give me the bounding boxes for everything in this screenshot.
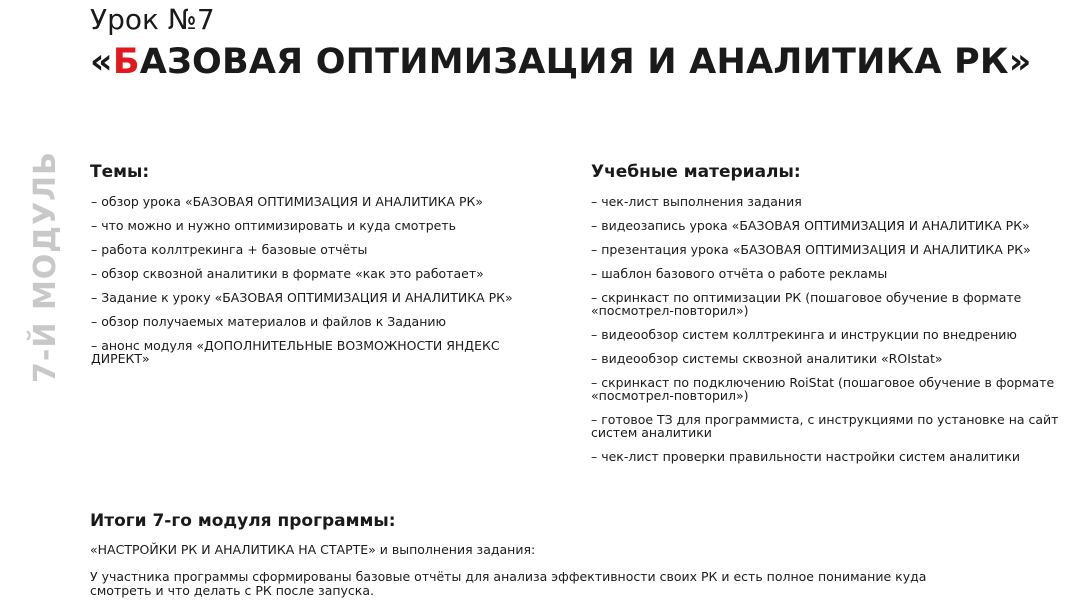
- material-item: – скринкаст по подключению RoiStat (пошаговое обучение в формате «посмотрел-повторил»): [591, 375, 1055, 403]
- results-description: У участника программы сформированы базовые отчёты для анализа эффективности своих РК и есть полное понимание куда смотреть и что делать с РК после запуска.: [90, 569, 927, 598]
- topic-item: – обзор урока «БАЗОВАЯ ОПТИМИЗАЦИЯ И АНАЛИТИКА РК»: [91, 194, 484, 209]
- topic-item: – Задание к уроку «БАЗОВАЯ ОПТИМИЗАЦИЯ И АНАЛИТИКА РК»: [91, 290, 513, 305]
- results-subtitle: «НАСТРОЙКИ РК И АНАЛИТИКА НА СТАРТЕ» и выполнения задания:: [90, 542, 536, 557]
- material-item: – готовое ТЗ для программиста, с инструкциями по установке на сайт систем аналитики: [591, 412, 1059, 440]
- material-item: – чек-лист выполнения задания: [591, 194, 802, 209]
- title-accent-letter: Б: [112, 42, 140, 82]
- title-rest: АЗОВАЯ ОПТИМИЗАЦИЯ И АНАЛИТИКА РК»: [139, 42, 1032, 82]
- material-item: – скринкаст по оптимизации РК (пошаговое обучение в формате «посмотрел-повторил»): [591, 290, 1022, 318]
- topics-heading: Темы:: [90, 162, 150, 182]
- topic-item: – обзор получаемых материалов и файлов к Заданию: [91, 314, 447, 329]
- module-side-label: 7-Й МОДУЛЬ: [28, 151, 63, 383]
- topic-item: – что можно и нужно оптимизировать и куда смотреть: [91, 218, 456, 233]
- results-heading: Итоги 7-го модуля программы:: [90, 511, 396, 531]
- materials-list: [591, 195, 1066, 474]
- lesson-number: Урок №7: [90, 3, 215, 36]
- material-item: – чек-лист проверки правильности настройки систем аналитики: [591, 449, 1020, 464]
- topic-item: – обзор сквозной аналитики в формате «как это работает»: [91, 266, 484, 281]
- materials-heading: Учебные материалы:: [591, 162, 801, 182]
- material-item: – шаблон базового отчёта о работе рекламы: [591, 266, 888, 281]
- material-item: – видеообзор систем коллтрекинга и инструкции по внедрению: [591, 327, 1017, 342]
- topics-list: [91, 195, 546, 376]
- lesson-title: [90, 40, 1032, 84]
- topic-item: – анонс модуля «ДОПОЛНИТЕЛЬНЫЕ ВОЗМОЖНОСТИ ЯНДЕКС ДИРЕКТ»: [91, 338, 500, 366]
- title-open-quote: «: [90, 42, 113, 82]
- material-item: – презентация урока «БАЗОВАЯ ОПТИМИЗАЦИЯ И АНАЛИТИКА РК»: [591, 242, 1031, 257]
- material-item: – видеозапись урока «БАЗОВАЯ ОПТИМИЗАЦИЯ И АНАЛИТИКА РК»: [591, 218, 1030, 233]
- topic-item: – работа коллтрекинга + базовые отчёты: [91, 242, 368, 257]
- material-item: – видеообзор системы сквозной аналитики «ROIstat»: [591, 351, 943, 366]
